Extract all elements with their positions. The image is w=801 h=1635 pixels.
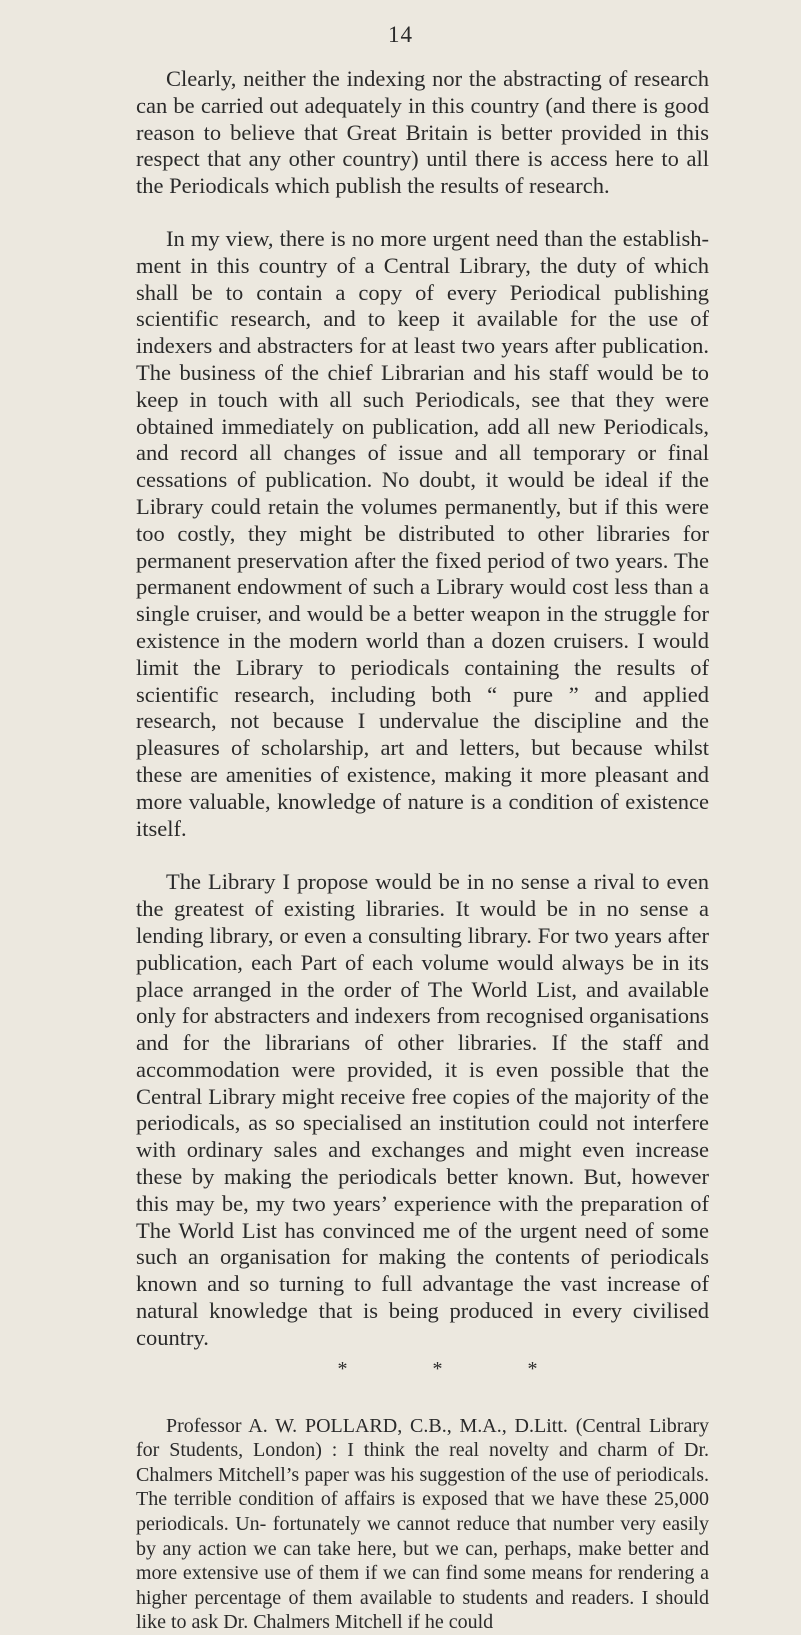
separator-star: * — [527, 1357, 568, 1380]
discussion-paragraph: Professor A. W. POLLARD, C.B., M.A., D.Litt. (Central Library for Students, London) : I think the real novelty and charm of Dr. Chalmers Mitchell’s paper was his suggestion of the use of periodicals. The terrible condition of affairs is exposed that we have these 25,000 periodicals. Un- fortunately we cannot reduce that number very easily by any action we can take here, but we can, perhaps, make better and more extensive use of them if we can find some means for rendering a higher percentage of them available to students and readers. I should like to ask Dr. Chalmers Mitchell if he could — [136, 1414, 709, 1634]
paragraph-library-proposal: The Library I propose would be in no sense a rival to even the greatest of existing libraries. It would be in no sense a lending library, or even a consulting library. For two years after publication, each Part of each volume would always be in its place arranged in the order of The World List, and available only for abstracters and indexers from recognised organisations and for the librarians of other libraries. If the staff and accommodation were provided, it is even possible that the Central Library might receive free copies of the majority of the periodicals, as so specialised an institution could not interfere with ordinary sales and exchanges and might even increase these by making the periodicals better known. But, however this may be, my two years’ experience with the preparation of The World List has convinced me of the urgent need of some such an organisation for making the contents of periodicals known and so turning to full advantage the vast increase of natural knowledge that is being produced in every civilised country. — [136, 869, 709, 1350]
paragraph-indexing: Clearly, neither the indexing nor the abstracting of research can be carried out adequately in this country (and there is good reason to believe that Great Britain is better provided in this respect that any other country) until there is access here to all the Periodicals which publish the results of research. — [136, 66, 709, 199]
page-number: 14 — [388, 22, 413, 47]
separator-star: * — [337, 1357, 378, 1380]
section-separator — [136, 1358, 709, 1388]
paragraph-central-library: In my view, there is no more urgent need than the establish- ment in this country of a Central Library, the duty of which shall be to contain a copy of every Periodical publishing scientific research, and to keep it available for the use of indexers and abstracters for at least two years after publication. The business of the chief Librarian and his staff would be to keep in touch with all such Periodicals, see that they were obtained immediately on publication, add all new Periodicals, and record all changes of issue and all temporary or final cessations of publication. No doubt, it would be ideal if the Library could retain the volumes permanently, but if this were too costly, they might be distributed to other libraries for permanent preservation after the fixed period of two years. The permanent endowment of such a Library would cost less than a single cruiser, and would be a better weapon in the struggle for existence in the modern world than a dozen cruisers. I would limit the Library to periodicals containing the results of scientific research, including both “ pure ” and applied research, not because I undervalue the discipline and the pleasures of scholarship, art and letters, but because whilst these are amenities of existence, making it more pleasant and more valuable, knowledge of nature is a condition of existence itself. — [136, 225, 709, 841]
separator-star: * — [432, 1357, 473, 1380]
